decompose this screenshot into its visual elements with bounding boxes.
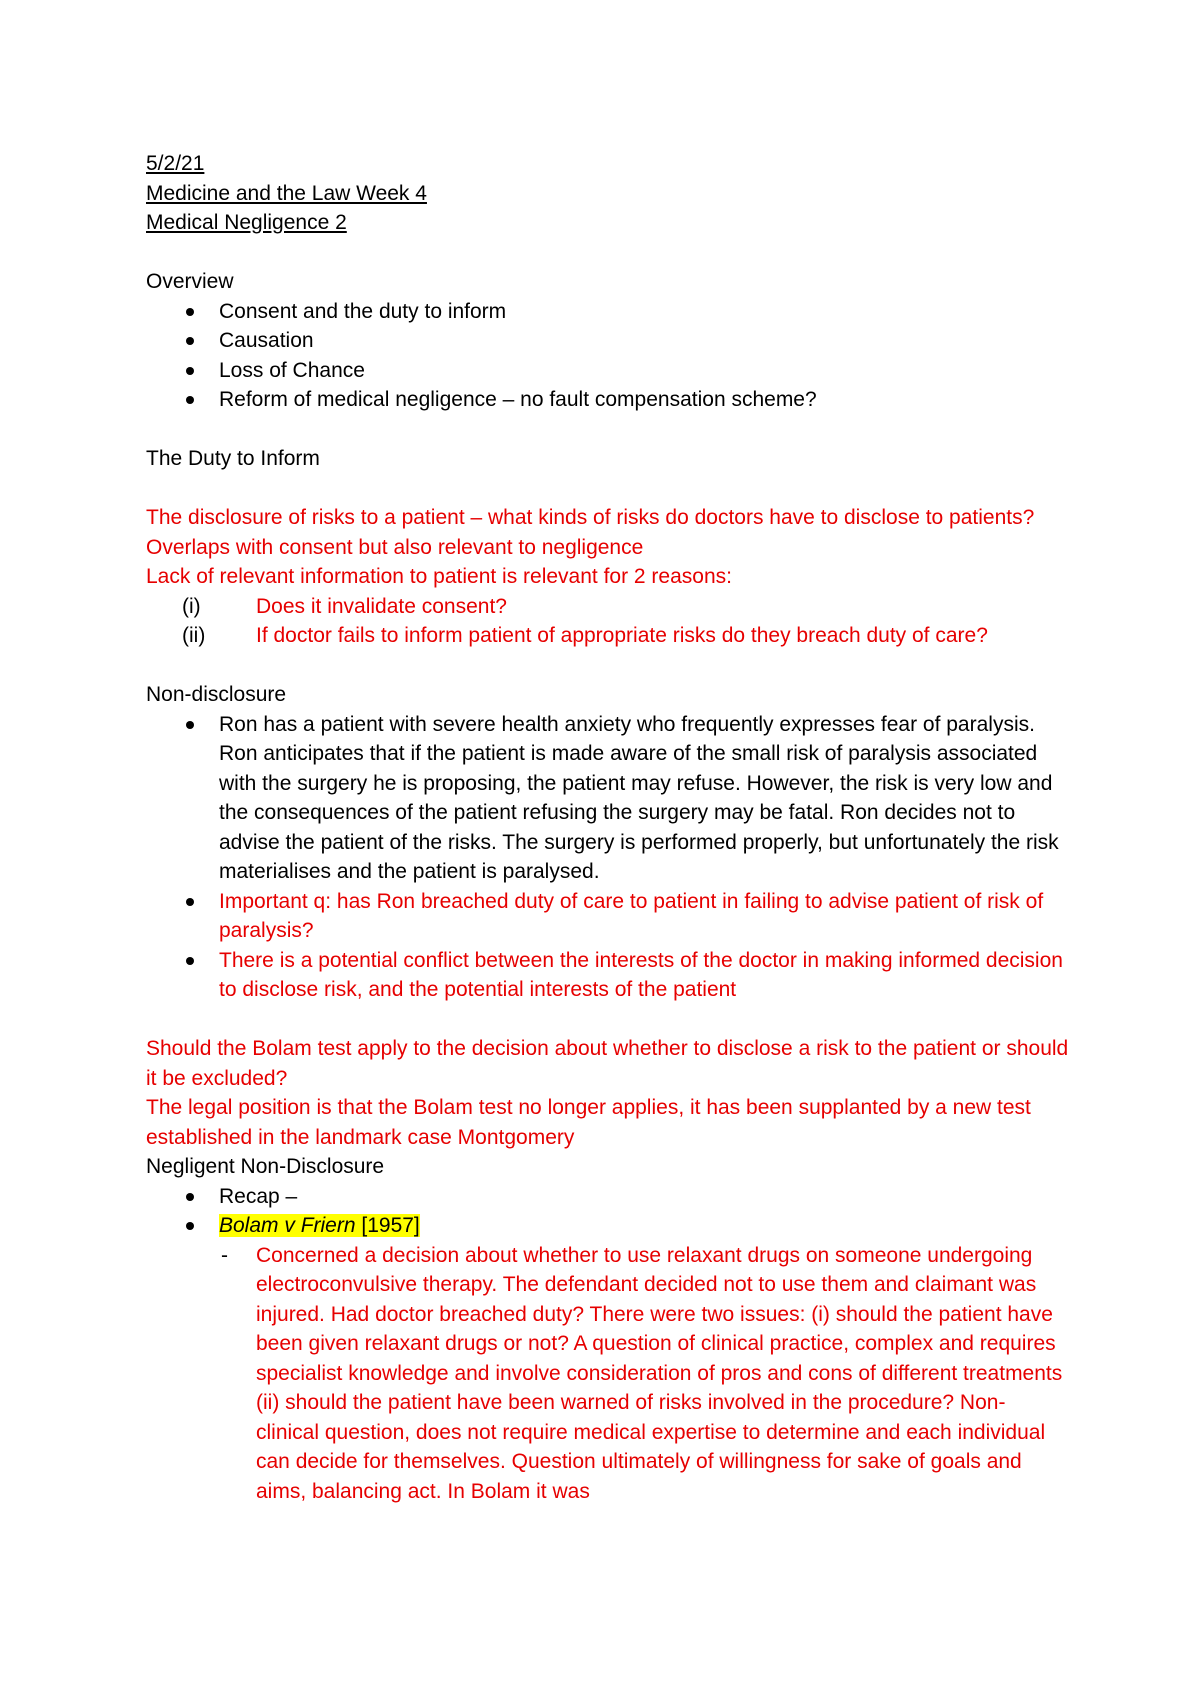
overview-heading: Overview (146, 270, 234, 293)
bullet-icon (186, 396, 194, 404)
bullet-icon (186, 367, 194, 375)
list-item: Consent and the duty to inform (146, 297, 1076, 327)
spacer (146, 474, 1076, 504)
list-item: Causation (146, 326, 1076, 356)
list-item: - Concerned a decision about whether to use relaxant drugs on someone undergoing electroconvulsive therapy. The defendant decided not to use them and claimant was injured. Had doctor breached duty? There were two issues: (i) should the patient have been given relaxant drugs or not? A question of clinical practice, complex and requires specialist knowledge and involve consideration of pros and cons of different treatments (ii) should the patient have been warned of risks involved in the procedure? Non-clinical question, does not require medical expertise to determine and each individual can decide for themselves. Question ultimately of willingness for sake of goals and aims, balancing act. In Bolam it was (146, 1241, 1076, 1507)
bullet-icon (186, 1222, 194, 1230)
bullet-icon (186, 898, 194, 906)
duty-paragraph: The disclosure of risks to a patient – what kinds of risks do doctors have to disclose to patients? Overlaps with consent but also relevant to negligence (146, 506, 1035, 559)
list-item: (i) Does it invalidate consent? (182, 594, 507, 618)
recap-list (146, 1182, 1076, 1241)
negligent-non-disclosure-heading: Negligent Non-Disclosure (146, 1155, 385, 1178)
course-title: Medicine and the Law Week 4 (146, 181, 427, 205)
list-item: Recap – (146, 1182, 1076, 1212)
dash-marker: - (221, 1243, 228, 1267)
document-body (146, 149, 1076, 1506)
non-disclosure-list (146, 710, 1076, 1005)
date-line: 5/2/21 (146, 152, 205, 175)
bullet-icon (186, 308, 194, 316)
topic-title: Medical Negligence 2 (146, 211, 347, 234)
bullet-icon (186, 1193, 194, 1201)
spacer (146, 651, 1076, 681)
spacer (146, 238, 1076, 268)
bolam-position: The legal position is that the Bolam test no longer applies, it has been supplanted by a new test established in the landmark case Montgomery (146, 1096, 1031, 1149)
case-detail-list (146, 1241, 1076, 1507)
bullet-icon (186, 721, 194, 729)
duty-heading: The Duty to Inform (146, 447, 320, 470)
spacer (146, 415, 1076, 445)
list-item: Reform of medical negligence – no fault compensation scheme? (146, 385, 1076, 415)
bolam-question: Should the Bolam test apply to the decision about whether to disclose a risk to the patient or should it be excluded? (146, 1037, 1069, 1090)
reasons-list (146, 592, 1076, 651)
list-item: There is a potential conflict between the interests of the doctor in making informed decision to disclose risk, and the potential interests of the patient (146, 946, 1076, 1005)
list-item: (ii) If doctor fails to inform patient of appropriate risks do they breach duty of care? (182, 624, 988, 647)
spacer (146, 1005, 1076, 1035)
list-item: Ron has a patient with severe health anxiety who frequently expresses fear of paralysis. Ron anticipates that if the patient is made aware of the small risk of paralysis associated with the surgery he is proposing, the patient may refuse. However, the risk is very low and the consequences of the patient refusing the surgery may be fatal. Ron decides not to advise the patient of the risks. The surgery is performed properly, but unfortunately the risk materialises and the patient is paralysed. (146, 710, 1076, 887)
bullet-icon (186, 957, 194, 965)
list-item: Important q: has Ron breached duty of care to patient in failing to advise patient of risk of paralysis? (146, 887, 1076, 946)
list-item (146, 1211, 1076, 1241)
non-disclosure-heading: Non-disclosure (146, 683, 287, 706)
duty-paragraph-reasons: Lack of relevant information to patient is relevant for 2 reasons: (146, 565, 732, 588)
overview-list (146, 297, 1076, 415)
list-item: Loss of Chance (146, 356, 1076, 386)
case-citation: Bolam v Friern [1957] (219, 1214, 420, 1237)
bullet-icon (186, 337, 194, 345)
